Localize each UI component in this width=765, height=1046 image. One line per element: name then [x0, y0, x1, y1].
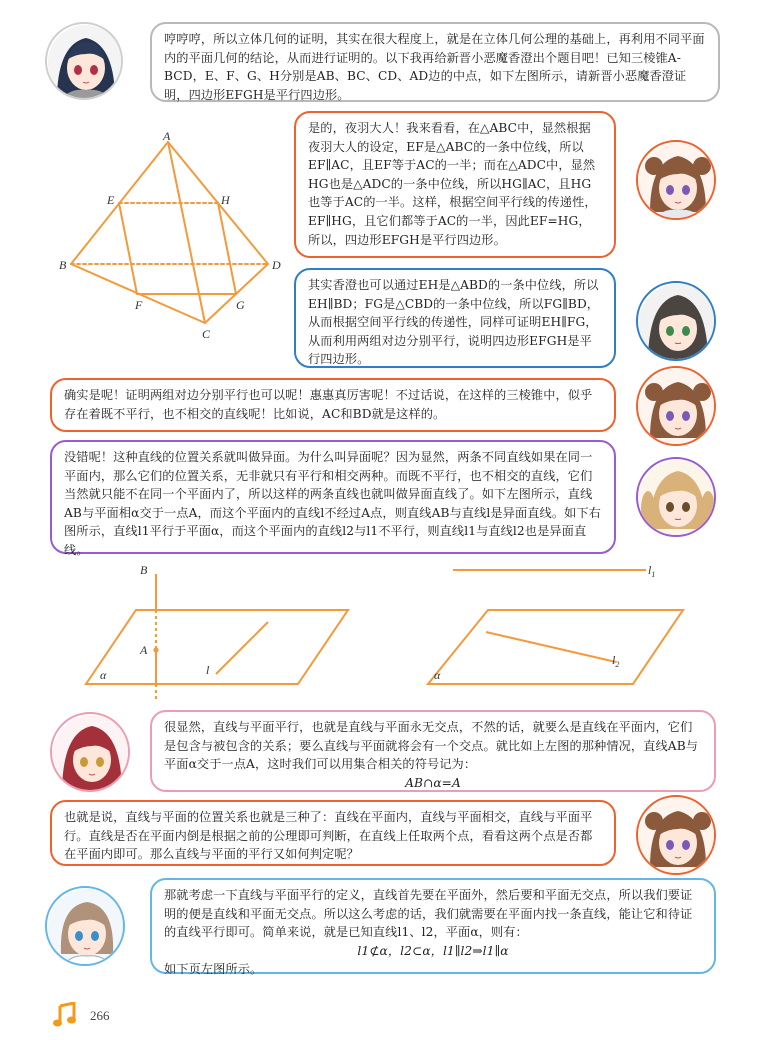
plane-alpha-right: [428, 610, 683, 684]
label-alpha-left: α: [100, 668, 107, 682]
music-note-icon: [52, 1002, 78, 1028]
label-G: G: [236, 298, 245, 312]
dialog-bubble-5: [50, 440, 616, 557]
dialog-text-8-after: 如下页左图所示。: [164, 962, 263, 977]
avatar-kasumi-3: [636, 795, 716, 875]
label-A-fig: A: [140, 643, 148, 657]
dialog-text-5: 没错呢！这种直线的位置关系就叫做异面。为什么叫异面呢？因为显然，两条不同直线如果在同一平面内，那么它们的位置关系，无非就只有平行和相交两种。而既不平行，也不相交的直线，它们当然就只能不在同一个平面内了，所以这样的两条直线也就叫做异面直线了。如下左图所示，直线AB与平面相α交于一点A，而这个平面内的直线l不经过A点，则直线AB与直线l是异面直线。如下右图所示，直线l1平行于平面α，而这个平面内的直线l2与l1不平行，则直线l1与直线l2也是异面直线。: [64, 450, 601, 557]
edge-EF: [119, 203, 137, 294]
character-portrait-icon: [47, 24, 123, 100]
label-l1: $l_1$: [648, 563, 656, 579]
label-D: D: [272, 258, 281, 272]
dialog-text-1: 哼哼哼，所以立体几何的证明，其实在很大程度上，就是在立体几何公理的基础上，再利用不同平面内的平面几何的结论，从而进行证明的。以下我再给新晋小恶魔香澄出个题目吧！已知三棱锥A-BCD，E、F、G、H分别是AB、BC、CD、AD边的中点，如下左图所示，请新晋小恶魔香澄证明，四边形EFGH是平行四边形。: [164, 32, 705, 102]
character-portrait-icon: [638, 368, 716, 446]
dialog-bubble-2: [294, 111, 616, 258]
point-A: [153, 647, 158, 652]
dialog-bubble-6: [150, 710, 716, 792]
character-portrait-icon: [47, 888, 125, 966]
label-l2: $l_2$: [612, 653, 620, 669]
label-H: H: [221, 193, 230, 207]
figure-skew-lines: [418, 560, 688, 690]
dialog-text-7: 也就是说，直线与平面的位置关系也就是三种了：直线在平面内，直线与平面相交，直线与平面平行。直线是否在平面内倒是根据之前的公理即可判断，在直线上任取两个点，看看这两个点是否都在平面内即可。那么直线与平面的平行又如何判定呢？: [64, 810, 593, 862]
dialog-text-3: 其实香澄也可以通过EH是△ABD的一条中位线，所以EH∥BD；FG是△CBD的一条中位线，所以FG∥BD，从而根据空间平行线的传递性，同样可证明EH∥FG，从而利用两组对边分别平行，说明四边形EFGH是平行四边形。: [308, 278, 600, 367]
character-portrait-icon: [638, 283, 716, 361]
avatar-arisa: [636, 457, 716, 537]
edge-AC: [168, 142, 205, 323]
label-B-fig: B: [140, 563, 148, 577]
formula-parallel-criterion: l1⊄α，l2⊂α，l1∥l2⇒l1∥α: [357, 943, 509, 958]
dialog-bubble-1: [150, 22, 720, 102]
figure-line-plane-intersect: [78, 560, 358, 706]
line-l: [216, 622, 268, 674]
label-F: F: [135, 298, 143, 312]
label-E: E: [107, 193, 115, 207]
edge-HG: [218, 203, 236, 294]
dialog-bubble-3: [294, 268, 616, 368]
dialog-text-6: 很显然，直线与平面平行，也就是直线与平面永无交点，不然的话，就要么是直线在平面内，它们是包含与被包含的关系；要么直线与平面就将会有一个交点。就比如上左图的那种情况，直线AB与平面α交于一点A，这时我们可以用集合相关的符号记为：: [164, 720, 699, 772]
label-A: A: [163, 129, 171, 143]
label-l-fig: l: [206, 663, 210, 677]
avatar-you: [45, 886, 125, 966]
formula-intersection: AB∩α=A: [405, 775, 461, 790]
dialog-text-8: 那就考虑一下直线与平面平行的定义，直线首先要在平面外，然后要和平面无交点，所以我们要证明的便是直线和平面无交点。所以这么考虑的话，我们就需要在平面内找一条直线，能让它和待证的直线平行即可。简单来说，就是已知直线l1、l2，平面α，则有：: [164, 888, 693, 940]
dialog-bubble-7: [50, 800, 616, 866]
dialog-text-2: 是的，夜羽大人！我来看看，在△ABC中，显然根据夜羽大人的设定，EF是△ABC的一条中位线，所以EF∥AC，且EF等于AC的一半；而在△ADC中，显然HG也是△ADC的一条中位线，所以HG∥AC，且HG也等于AC的一半。这样，根据空间平行线的传递性，EF∥HG，且它们都等于AC的一半，因此EF=HG，所以，四边形EFGH是平行四边形。: [308, 121, 597, 247]
avatar-tae: [636, 281, 716, 361]
dialog-bubble-4: [50, 378, 616, 432]
avatar-yoshiko: [45, 22, 123, 100]
character-portrait-icon: [638, 459, 716, 537]
tetrahedron-figure: [55, 128, 295, 344]
avatar-kasumi-2: [636, 366, 716, 446]
dialog-bubble-8: [150, 878, 716, 977]
avatar-riko: [50, 712, 130, 792]
page-number: 266: [90, 1008, 110, 1023]
avatar-kasumi: [636, 140, 716, 220]
label-alpha-right: α: [434, 668, 441, 682]
dialog-text-4: 确实是呢！证明两组对边分别平行也可以呢！惠惠真厉害呢！不过话说，在这样的三棱锥中，似乎存在着既不平行，也不相交的直线呢！比如说，AC和BD就是这样的。: [64, 388, 593, 421]
character-portrait-icon: [638, 142, 716, 220]
character-portrait-icon: [52, 714, 130, 792]
label-B: B: [59, 258, 67, 272]
line-l2: [486, 632, 616, 662]
label-C: C: [202, 327, 211, 341]
character-portrait-icon: [638, 797, 716, 875]
